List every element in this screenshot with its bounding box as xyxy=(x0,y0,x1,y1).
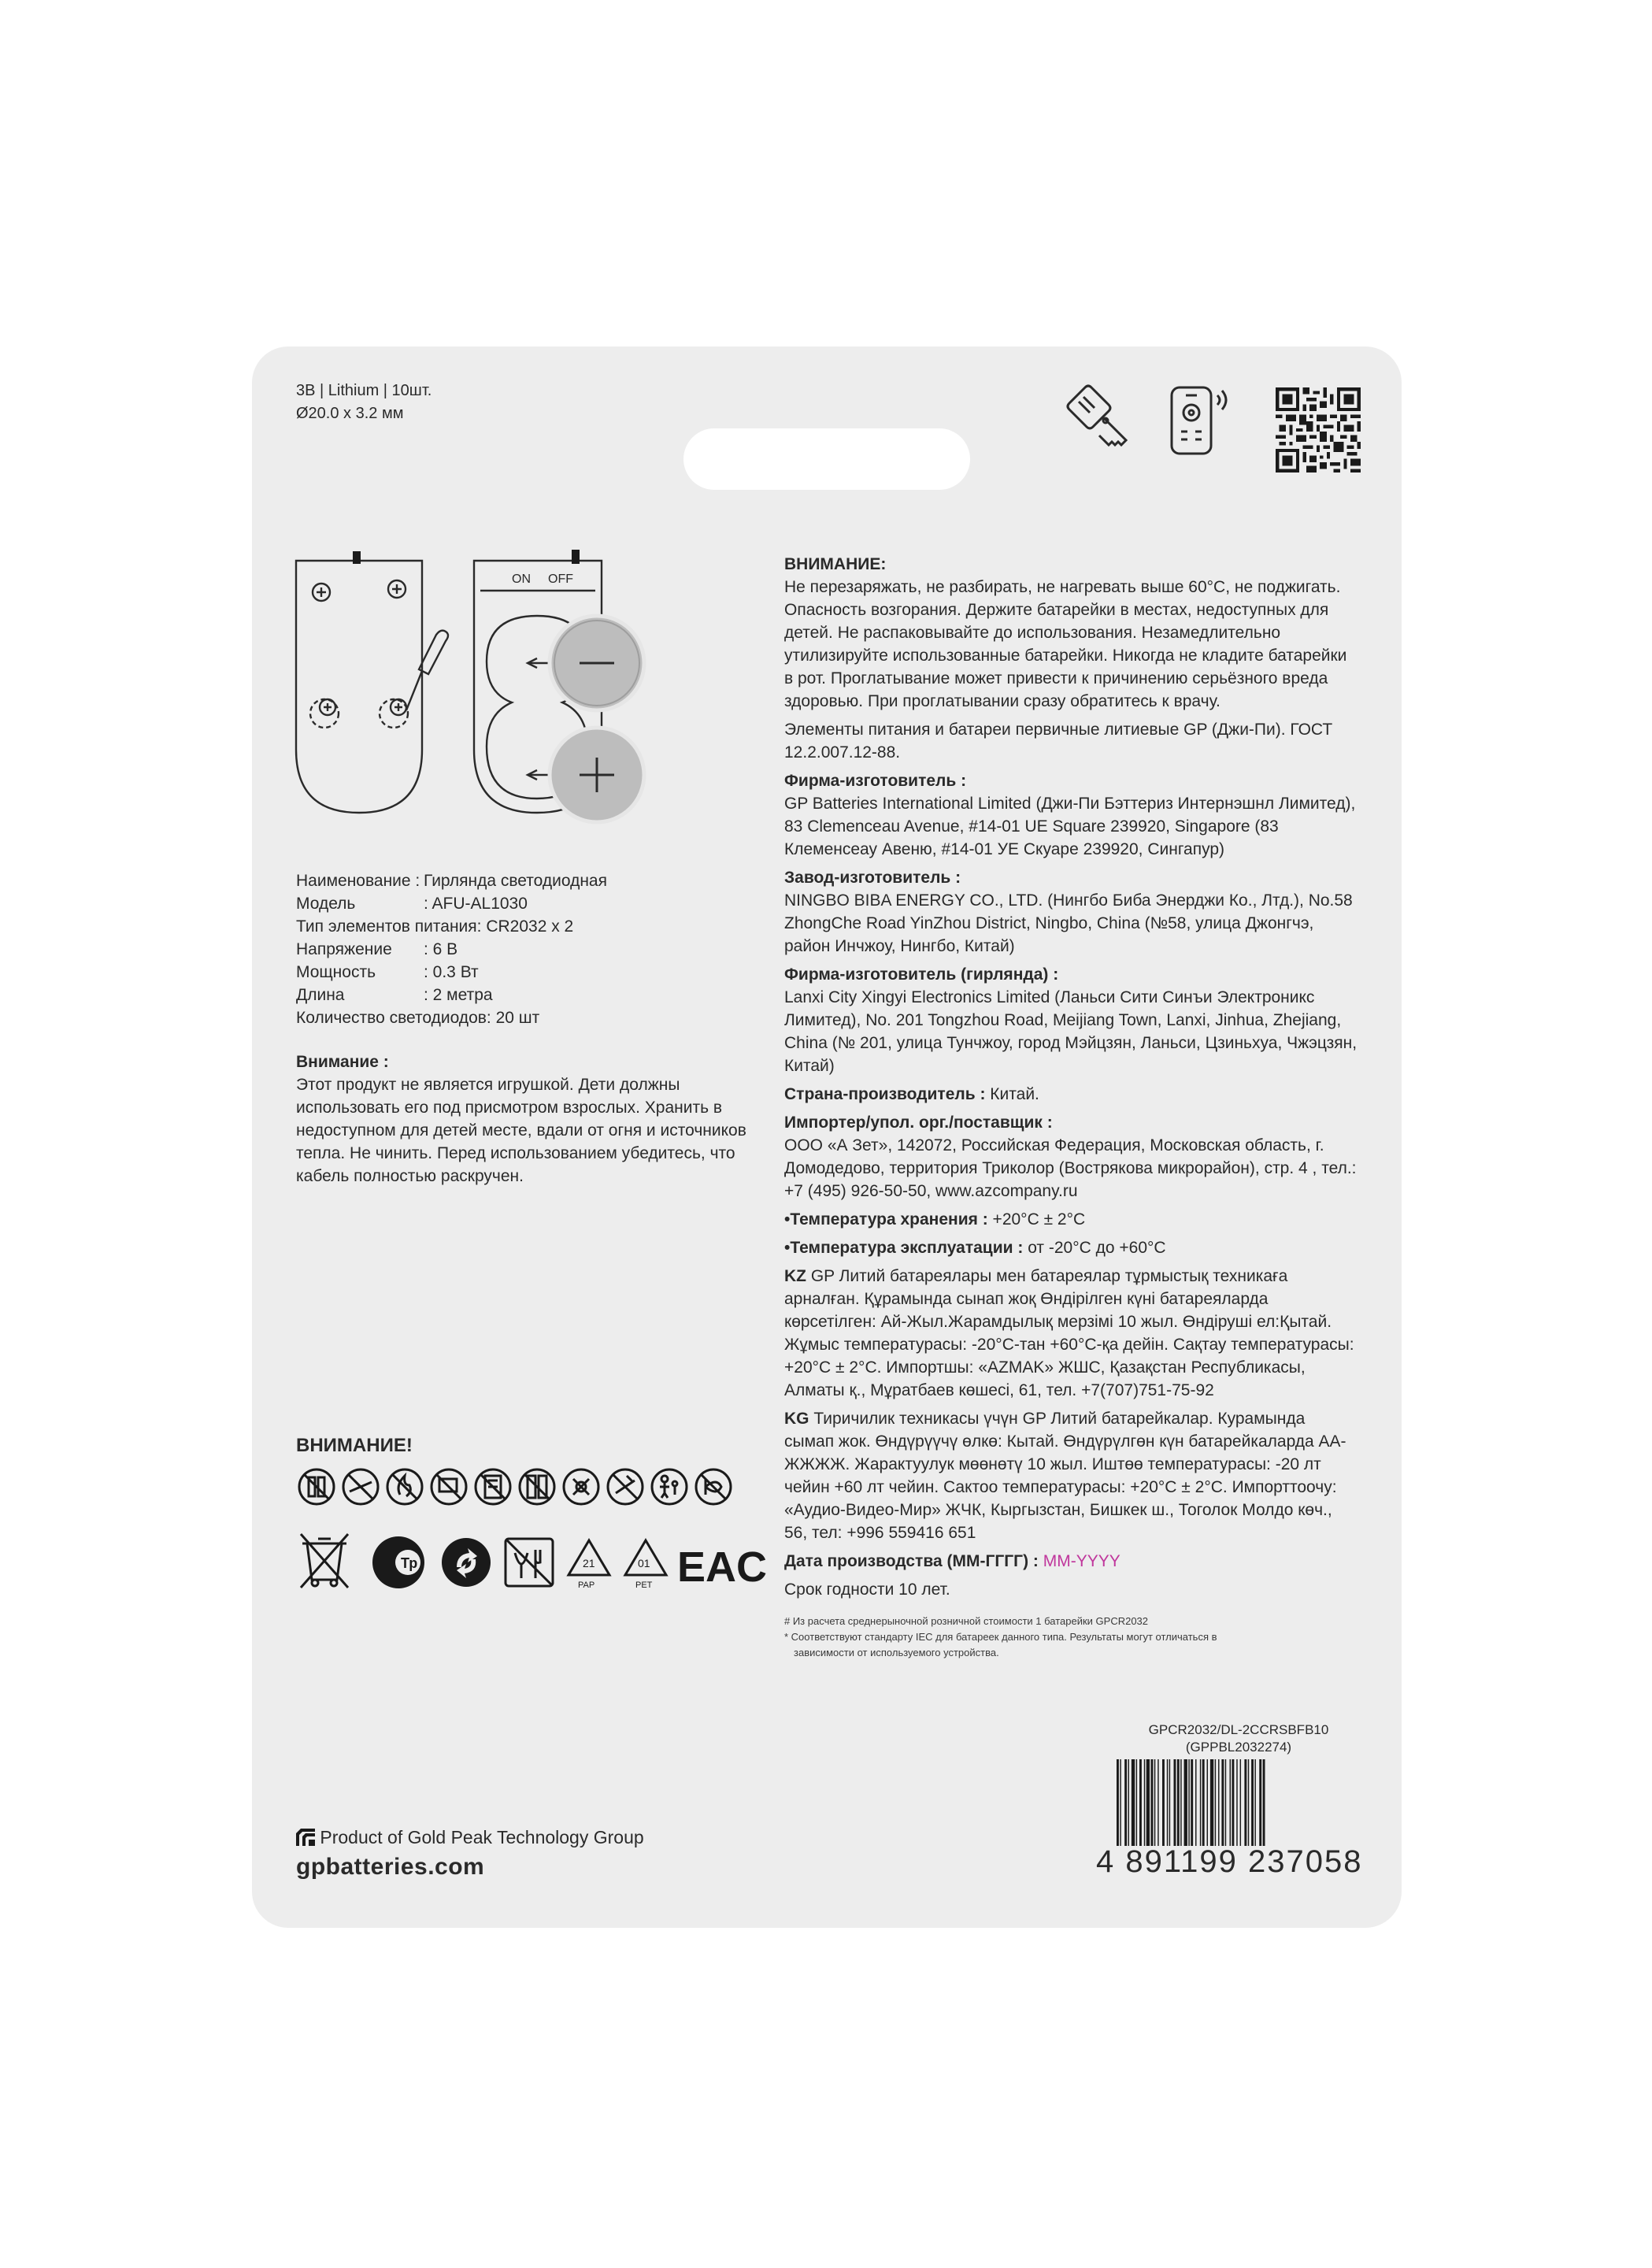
product-code-line-1: GPCR2032/DL-2CCRSBFB10 xyxy=(1148,1722,1329,1737)
barcode-bar xyxy=(1167,1759,1168,1846)
footnote-3: зависимости от используемого устройства. xyxy=(794,1647,999,1658)
spec-block xyxy=(296,380,432,425)
barcode-bar xyxy=(1248,1759,1249,1846)
brand-tagline-text: Product of Gold Peak Technology Group xyxy=(320,1827,644,1847)
keep-away-children-icon xyxy=(652,1469,687,1504)
barcode-bar xyxy=(1195,1759,1196,1846)
barcode-icon xyxy=(1117,1759,1370,1846)
barcode-bar xyxy=(1207,1759,1208,1846)
qr-code-icon xyxy=(1276,387,1361,472)
no-recharge-icon xyxy=(299,1469,334,1504)
garland-maker-text: Lanxi City Xingyi Electronics Limited (Ланьси Сити Синъи Электроникс Лимитед), No. 201 Tongzhou Road, Meijiang Town, Lanxi, Jinhua, Zhejiang, China (№ 201, улица Тунчжоу, город Мэйцзян, Ланьси, Цзиньхуа, Чжэцзян, Китай) xyxy=(784,988,1358,1075)
param-row: Длина : 2 метра xyxy=(296,986,493,1004)
barcode-bar xyxy=(1218,1759,1219,1846)
barcode-bar xyxy=(1240,1759,1241,1846)
barcode-bar xyxy=(1202,1759,1205,1846)
attention-text: Не перезаряжать, не разбирать, не нагревать выше 60°С, не поджигать. Опасность возгорания. Держите батарейки в местах, недоступных для детей. Не распаковывайте до использования. Незамедлительно утилизируйте использованные батарейки. Никогда не кладите батарейки в рот. Проглатывание может привести к причинению серьёзного вреда здоровью. При проглатывании сразу обратитесь к врачу. xyxy=(784,578,1347,710)
product-params xyxy=(296,869,607,1029)
barcode-bar xyxy=(1215,1759,1216,1846)
plant-text: NINGBO BIBA ENERGY CO., LTD. (Нингбо Биба Энерджи Ко., Лтд.), No.58 ZhongChe Road YinZhou District, Ningbo, China (№58, улица Джонгчэ, район Инчжоу, Нингбо, Китай) xyxy=(784,891,1353,955)
kg-text: KG Тиричилик техникасы үчүн GP Литий батарейкалар. Курамында сымап жок. Өндүрүүчү өлкө: Кытай. Өндүрүлгөн күн батарейкаларда АА-ЖЖЖЖ. Жарактуулук мөөнөтү 10 жыл. Иштөө температурасы: -20 лт чейин +60 лт чейин. Сактоо температурасы: +20°С ± 2°С. Импорттоочу: «Аудио-Видео-Мир» ЖЧК, Кыргызстан, Бишкек ш., Тоголок Молдо көч., 56, тел: +996 559416 651 xyxy=(784,1410,1346,1542)
food-contact-icon xyxy=(506,1539,553,1586)
barcode-bar xyxy=(1128,1759,1129,1846)
no-wrong-polarity-icon xyxy=(476,1469,510,1504)
importer-text: ООО «А Зет», 142072, Российская Федерация, Московская область, г. Домодедово, территория Триколор (Вострякова микрорайон), стр. 4 , тел.: +7 (495) 926-50-50, www.azcompany.ru xyxy=(784,1136,1357,1200)
remote-control-icon xyxy=(1167,381,1238,460)
legal-text-column xyxy=(784,553,1359,1661)
barcode-bar xyxy=(1244,1759,1246,1846)
barcode-bar xyxy=(1221,1759,1224,1846)
certification-symbols xyxy=(296,1529,768,1597)
param-row: Мощность : 0.3 Вт xyxy=(296,963,479,981)
child-warning-title: Внимание : xyxy=(296,1053,389,1071)
pap-number: 21 xyxy=(583,1557,595,1569)
product-code xyxy=(1109,1721,1369,1756)
pet-number: 01 xyxy=(638,1557,650,1569)
child-warning xyxy=(296,1051,753,1188)
no-disassemble-icon xyxy=(432,1469,466,1504)
no-mix-icon xyxy=(520,1469,554,1504)
barcode-bar xyxy=(1169,1759,1170,1846)
barcode-bar xyxy=(1162,1759,1165,1846)
shelf-life: Срок годности 10 лет. xyxy=(784,1581,950,1599)
barcode-bar xyxy=(1124,1759,1127,1846)
no-short-circuit-icon xyxy=(343,1469,378,1504)
barcode-bar xyxy=(1136,1759,1137,1846)
barcode-bar xyxy=(1188,1759,1189,1846)
package-back xyxy=(252,346,1402,1928)
barcode-bar xyxy=(1117,1759,1119,1846)
footnotes xyxy=(784,1614,1359,1661)
barcode-bar xyxy=(1251,1759,1254,1846)
pet-01-icon xyxy=(625,1540,666,1590)
footnote-2: * Соответствуют стандарту IEC для батареек данного типа. Результаты могут отличаться в xyxy=(784,1631,1217,1643)
barcode-bar xyxy=(1230,1759,1231,1846)
gp-logo-icon xyxy=(296,1829,315,1846)
barcode-bar xyxy=(1259,1759,1261,1846)
attention-heading: ВНИМАНИЕ! xyxy=(296,1435,413,1456)
barcode-bar xyxy=(1174,1759,1176,1846)
barcode-bar xyxy=(1254,1759,1255,1846)
importer-title: Импортер/упол. орг./поставщик : xyxy=(784,1114,1053,1132)
barcode-bar xyxy=(1177,1759,1180,1846)
plant-title: Завод-изготовитель : xyxy=(784,869,961,887)
storage-temperature: •Температура хранения : +20°С ± 2°С xyxy=(784,1210,1086,1228)
maker-title: Фирма-изготовитель : xyxy=(784,772,967,790)
country-of-origin: Страна-производитель : Китай. xyxy=(784,1085,1039,1103)
param-row: Напряжение : 6 В xyxy=(296,940,458,958)
safety-symbols xyxy=(296,1465,737,1509)
pet-label: PET xyxy=(635,1581,653,1590)
garland-maker-title: Фирма-изготовитель (гирлянда) : xyxy=(784,965,1059,984)
barcode-bar xyxy=(1232,1759,1234,1846)
hang-slot xyxy=(683,428,970,490)
no-heat-icon xyxy=(564,1469,598,1504)
switch-off-label: OFF xyxy=(548,573,573,586)
brand-website: gpbatteries.com xyxy=(296,1854,485,1880)
spec-line-2: Ø20.0 x 3.2 мм xyxy=(296,405,404,422)
barcode-bar xyxy=(1180,1759,1181,1846)
barcode-bar xyxy=(1139,1759,1142,1846)
barcode-bar xyxy=(1154,1759,1155,1846)
barcode-bar xyxy=(1146,1759,1150,1846)
barcode-bar xyxy=(1184,1759,1187,1846)
operating-temperature: •Температура эксплуатации : от -20°С до +60°С xyxy=(784,1239,1166,1257)
spec-line-1: 3В | Lithium | 10шт. xyxy=(296,382,432,399)
barcode-bar xyxy=(1200,1759,1201,1846)
param-row: Наименование : Гирлянда светодиодная xyxy=(296,872,607,890)
barcode-digits: 4 891199 237058 xyxy=(1096,1844,1363,1879)
battery-install-diagram xyxy=(296,553,706,844)
barcode-bar xyxy=(1151,1759,1154,1846)
no-crush-icon xyxy=(608,1469,643,1504)
no-fire-icon xyxy=(387,1469,422,1504)
param-row: Количество светодиодов: 20 шт xyxy=(296,1009,540,1027)
footnote-1: # Из расчета среднерыночной розничной стоимости 1 батарейки GPCR2032 xyxy=(784,1615,1149,1627)
child-warning-text: Этот продукт не является игрушкой. Дети должны использовать его под присмотром взрослых. Хранить в недоступном для детей месте, вдали от огня и источников тепла. Не чинить. Перед использованием убедитесь, что кабель полностью раскручен. xyxy=(296,1076,746,1185)
param-row: Модель : AFU-AL1030 xyxy=(296,895,528,913)
kz-text: KZ GP Литий батареялары мен батареялар тұрмыстық техникаға арналған. Құрамында сынап жоқ Өндірілген күні батареяларда көрсетілген: Ай-Жыл.Жарамдылық мерзімі 10 жыл. Өндіруші ел:Қытай. Жұмыс температурасы: -20°С-тан +60°С-қа дейін. Сақтау температурасы: +20°С ± 2°С. Импортшы: «AZMAK» ЖШС, Қазақстан Республикасы, Алматы қ., Мұратбаев көшесі, 61, тел. +7(707)751-75-92 xyxy=(784,1267,1354,1399)
switch-on-label: ON xyxy=(512,573,531,586)
maker-text: GP Batteries International Limited (Джи-Пи Бэттериз Интернэшнл Лимитед), 83 Clemenceau Avenue, #14-01 UE Square 239920, Singapore (83 Клеменсеау Авеню, #14-01 УЕ Скуаре 239920, Сингапур) xyxy=(784,795,1356,858)
param-row: Тип элементов питания: CR2032 x 2 xyxy=(296,917,574,936)
elements-gost: Элементы питания и батареи первичные литиевые GP (Джи-Пи). ГОСТ 12.2.007.12-88. xyxy=(784,721,1333,762)
svg-text:Тр: Тр xyxy=(401,1555,418,1571)
barcode-bar xyxy=(1132,1759,1135,1846)
barcode-bar xyxy=(1236,1759,1237,1846)
no-swallow-icon xyxy=(696,1469,731,1504)
recycle-icon xyxy=(442,1538,491,1587)
attention-title: ВНИМАНИЕ: xyxy=(784,555,887,573)
pap-label: PAP xyxy=(578,1581,595,1590)
barcode-bar xyxy=(1210,1759,1213,1846)
barcode-bar xyxy=(1263,1759,1265,1846)
gost-r-icon xyxy=(372,1536,424,1588)
brand-tagline xyxy=(296,1827,644,1848)
barcode-bar xyxy=(1225,1759,1226,1846)
barcode-bar xyxy=(1191,1759,1193,1846)
product-code-line-2: (GPPBL2032274) xyxy=(1185,1740,1292,1755)
barcode-bar xyxy=(1144,1759,1145,1846)
eac-icon: EAC xyxy=(677,1544,768,1591)
pap-21-icon xyxy=(569,1540,609,1590)
production-date: Дата производства (ММ-ГГГГ) : MM-YYYY xyxy=(784,1552,1120,1570)
wheelie-bin-icon xyxy=(301,1534,348,1588)
car-key-icon xyxy=(1061,381,1134,460)
